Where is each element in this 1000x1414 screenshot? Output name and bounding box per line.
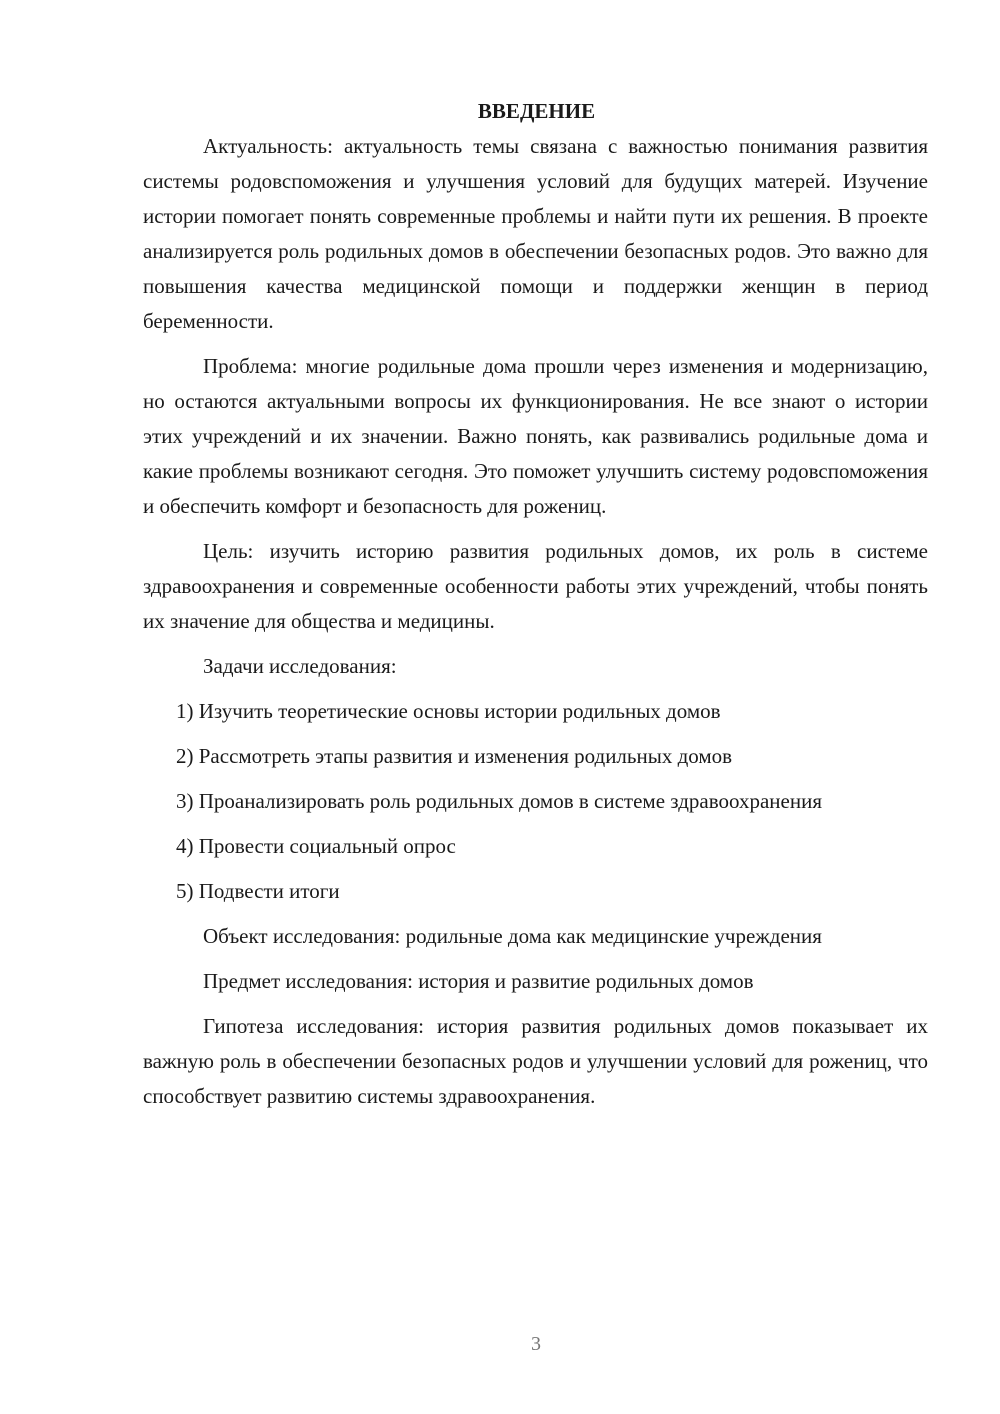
paragraph-subject: Предмет исследования: история и развитие родильных домов [203, 969, 754, 993]
paragraph-relevance: Актуальность: актуальность темы связана с важностью понимания развития системы родовспоможения и улучшения условий для будущих матерей. Изучение истории помогает понять современные проблемы и найти пути их решения. В проекте анализируется роль родильных домов в обеспечении безопасных родов. Это важно для повышения качества медицинской помощи и поддержки женщин в период беременности. [143, 134, 928, 333]
task-item: 2) Рассмотреть этапы развития и изменения родильных домов [176, 744, 733, 768]
document-page [143, 96, 928, 1114]
task-item: 5) Подвести итоги [176, 879, 340, 903]
paragraph-tasks-heading: Задачи исследования: [203, 654, 397, 678]
paragraph-problem: Проблема: многие родильные дома прошли через изменения и модернизацию, но остаются актуальными вопросы их функционирования. Не все знают о истории этих учреждений и их значении. Важно понять, как развивались родильные дома и какие проблемы возникают сегодня. Это поможет улучшить систему родовспоможения и обеспечить комфорт и безопасность для рожениц. [143, 354, 928, 518]
paragraph-object: Объект исследования: родильные дома как медицинские учреждения [203, 924, 822, 948]
task-item: 3) Проанализировать роль родильных домов в системе здравоохранения [176, 789, 822, 813]
paragraph-hypothesis: Гипотеза исследования: история развития родильных домов показывает их важную роль в обеспечении безопасных родов и улучшении условий для рожениц, что способствует развитию системы здравоохранения. [143, 1014, 928, 1108]
section-title: ВВЕДЕНИЕ [477, 99, 596, 123]
page-number: 3 [531, 1333, 541, 1355]
task-item: 4) Провести социальный опрос [176, 834, 456, 858]
paragraph-goal: Цель: изучить историю развития родильных домов, их роль в системе здравоохранения и современные особенности работы этих учреждений, чтобы понять их значение для общества и медицины. [143, 539, 928, 633]
task-item: 1) Изучить теоретические основы истории родильных домов [176, 699, 721, 723]
